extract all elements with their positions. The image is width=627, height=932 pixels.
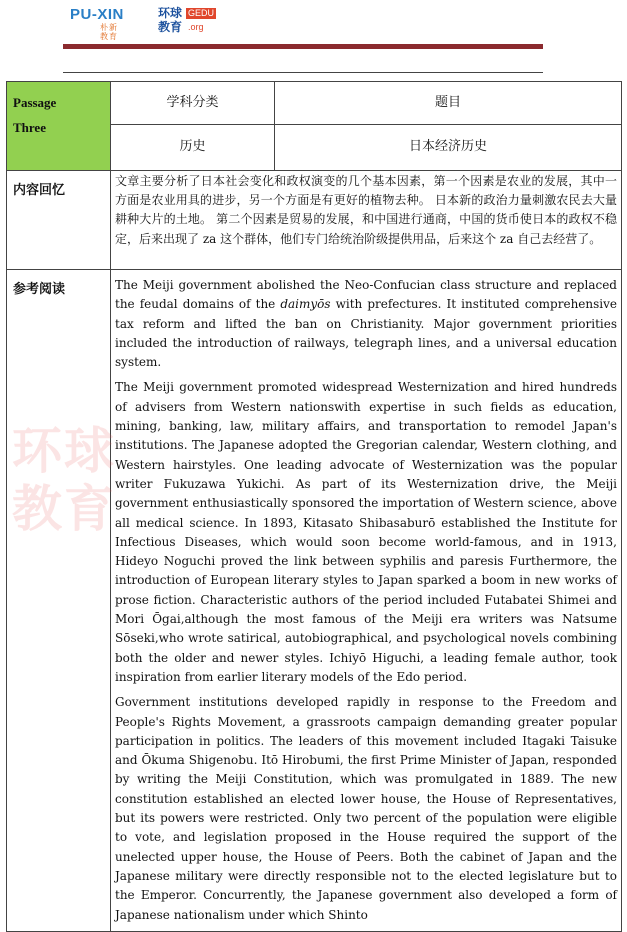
header-rule-thick [63,44,543,49]
passage-label-cell [7,82,111,171]
reading-paragraph-2: The Meiji government promoted widespread Westernization and hired hundreds of advisers from Western nationswith expertise in such fields as education, mining, banking, law, military affairs, and transportation to remodel Japan's institutions. The Japanese adopted the Gregorian calendar, Western clothing, and Western hairstyles. One leading advocate of Westernization was the popular writer Fukuzawa Yukichi. As part of its Westernization drive, the Meiji government enthusiastically sponsored the importation of Western science, above all medical science. In 1893, Kitasato Shibasaburō established the Institute for Infectious Diseases, which would soon become world-famous, and in 1913, Hideyo Noguchi proved the link between syphilis and paresis Furthermore, the introduction of European literary styles to Japan sparked a boom in new works of prose fiction. Characteristic authors of the period included Futabatei Shimei and Mori Ōgai,although the most famous of the Meiji era writers was Natsume Sōseki,who wrote satirical, autobiographical, and psychological novels combining both the older and newer styles. Ichiyō Higuchi, a leading female author, took inspiration from earlier literary models of the Edo period. [115,380,617,684]
reading-label: 参考阅读 [7,270,111,932]
table-row [7,171,622,270]
table-row [7,82,622,125]
passage-word: Passage [13,95,57,110]
reading-passage [111,270,622,932]
subject-value: 历史 [111,124,275,170]
gedu-tag: GEDU [188,8,215,18]
watermark: 环球教育 [12,422,116,538]
passage-table [6,81,622,932]
puxin-logo-text: PU-XIN [70,6,124,23]
subject-header: 学科分类 [111,82,275,125]
org-tag: .org [188,22,204,32]
summary-label: 内容回忆 [7,171,111,270]
summary-text: 文章主要分析了日本社会变化和政权演变的几个基本因素，第一个因素是农业的发展，其中一方面是农业用具的进步，另一个方面是有更好的植物去种。 日本新的政治力量刺激农民去大量耕种大片的土地。 第二个因素是贸易的发展，和中国进行通商，中国的货币使日本的政权不稳定，后来出现了 za 这个群体，他们专门给统治阶级提供用品，后来这个 za 自己去经营了。 [111,171,622,270]
huanqiu-logo-line2: 教育 [158,20,183,34]
header-rule-thin [63,72,543,73]
reading-paragraph-1-part-a: The Meiji government abolished the Neo-Confucian class structure and replaced the feudal domains of the [115,278,617,312]
topic-header: 题目 [275,82,622,125]
passage-number: Three [13,120,46,135]
puxin-logo-subtext: 朴新教育 [100,23,118,41]
huanqiu-logo [158,6,215,34]
table-row [7,270,622,932]
puxin-logo [70,6,124,41]
reading-paragraph-3: Government institutions developed rapidly in response to the Freedom and People's Rights Movement, a grassroots campaign demanding greater popular participation in politics. The leaders of this movement included Itagaki Taisuke and Ōkuma Shigenobu. Itō Hirobumi, the first Prime Minister of Japan, responded by writing the Meiji Constitution, which was promulgated in 1889. The new constitution established an elected lower house, the House of Representatives, but its powers were restricted. Only two percent of the population were eligible to vote, and legislation proposed in the House required the support of the unelected upper house, the House of Peers. Both the cabinet of Japan and the Japanese military were directly responsible not to the elected legislature but to the Emperor. Concurrently, the Japanese government also developed a form of Japanese nationalism under which Shinto [115,695,617,922]
page-header [0,0,627,80]
reading-paragraph-1-italic: daimyōs [280,297,331,312]
huanqiu-logo-line1: 环球 [158,6,183,20]
reading-paragraph-1 [115,276,617,372]
reading-paragraph-1-part-b: with prefectures. It instituted comprehensive tax reform and lifted the ban on Christianity. Major government priorities included the introduction of railways, telegraph lines, and a universal education system. [115,297,618,370]
topic-value: 日本经济历史 [275,124,622,170]
